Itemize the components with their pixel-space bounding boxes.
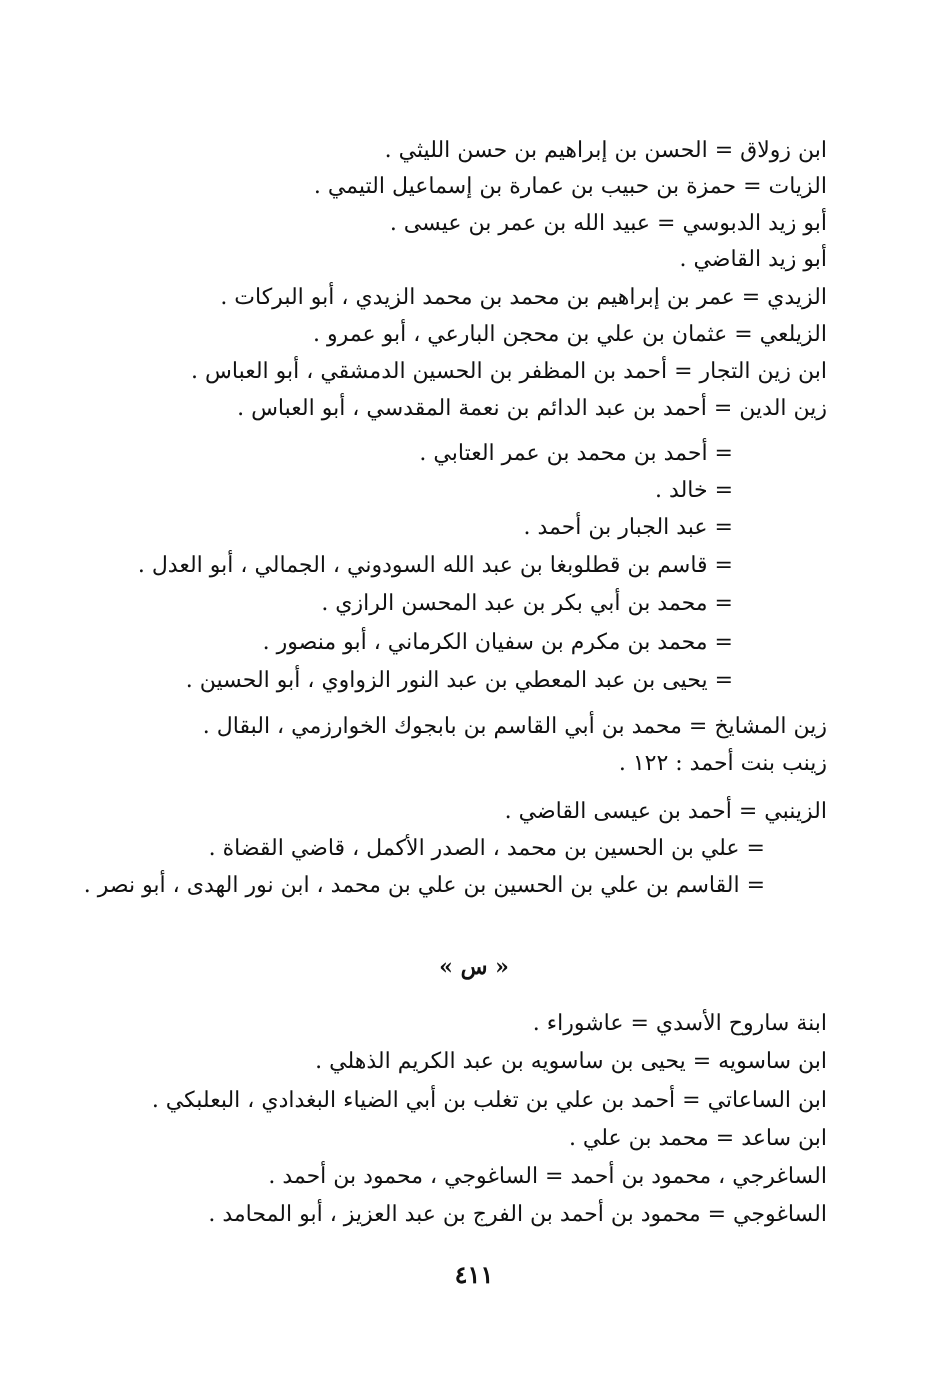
- index-entry: الزيلعي = عثمان بن علي بن محجن البارعي ، أبو عمرو .: [313, 322, 827, 347]
- index-entry: زين الدين = أحمد بن عبد الدائم بن نعمة المقدسي ، أبو العباس .: [237, 396, 827, 421]
- index-entry: أبو زيد القاضي .: [679, 247, 827, 272]
- index-subentry: = محمد بن أبي بكر بن عبد المحسن الرازي .: [321, 591, 733, 616]
- index-subentry: = يحيى بن عبد المعطي بن عبد النور الزواوي ، أبو الحسين .: [185, 668, 733, 693]
- index-entry: الساغوجي = محمود بن أحمد بن الفرج بن عبد العزيز ، أبو المحامد .: [208, 1202, 827, 1227]
- index-entry: ابن ساعد = محمد بن علي .: [568, 1126, 827, 1151]
- index-entry: أبو زيد الدبوسي = عبيد الله بن عمر بن عيسى .: [389, 211, 827, 236]
- index-subentry: = قاسم بن قطلوبغا بن عبد الله السودوني ، الجمالي ، أبو العدل .: [137, 553, 733, 578]
- index-entry: ابن الساعاتي = أحمد بن علي بن تغلب بن أبي الضياء البغدادي ، البعلبكي .: [151, 1088, 827, 1113]
- index-entry: ابن زولاق = الحسن بن إبراهيم بن حسن الليثي .: [384, 138, 827, 163]
- index-entry: الزينبي = أحمد بن عيسى القاضي .: [504, 799, 827, 824]
- index-entry: الساغرجي ، محمود بن أحمد = الساغوجي ، محمود بن أحمد .: [268, 1164, 827, 1189]
- index-subentry: = القاسم بن علي بن الحسين بن علي بن محمد ، ابن نور الهدى ، أبو نصر .: [83, 873, 765, 898]
- index-entry: ابن ساسويه = يحيى بن ساسويه بن عبد الكريم الذهلي .: [315, 1049, 827, 1074]
- index-entry: الزيدي = عمر بن إبراهيم بن محمد بن محمد الزيدي ، أبو البركات .: [220, 285, 827, 310]
- index-subentry: = علي بن الحسين بن محمد ، الصدر الأكمل ، قاضي القضاة .: [208, 836, 765, 861]
- index-subentry: = محمد بن مكرم بن سفيان الكرماني ، أبو منصور .: [262, 630, 733, 655]
- index-entry: ابن زين التجار = أحمد بن المظفر بن الحسين الدمشقي ، أبو العباس .: [191, 359, 827, 384]
- index-entry: زينب بنت أحمد : ١٢٢ .: [618, 751, 827, 776]
- index-subentry: = عبد الجبار بن أحمد .: [523, 515, 733, 540]
- index-entry: ابنة ساروح الأسدي = عاشوراء .: [532, 1011, 827, 1036]
- section-heading: « س »: [439, 954, 509, 980]
- index-entry: الزيات = حمزة بن حبيب بن عمارة بن إسماعيل التيمي .: [313, 174, 827, 199]
- index-entry: زين المشايخ = محمد بن أبي القاسم بن بابجوك الخوارزمي ، البقال .: [202, 714, 827, 739]
- page-number: ٤١١: [454, 1260, 494, 1289]
- index-subentry: = أحمد بن محمد بن عمر العتابي .: [419, 441, 733, 466]
- index-subentry: = خالد .: [655, 478, 733, 503]
